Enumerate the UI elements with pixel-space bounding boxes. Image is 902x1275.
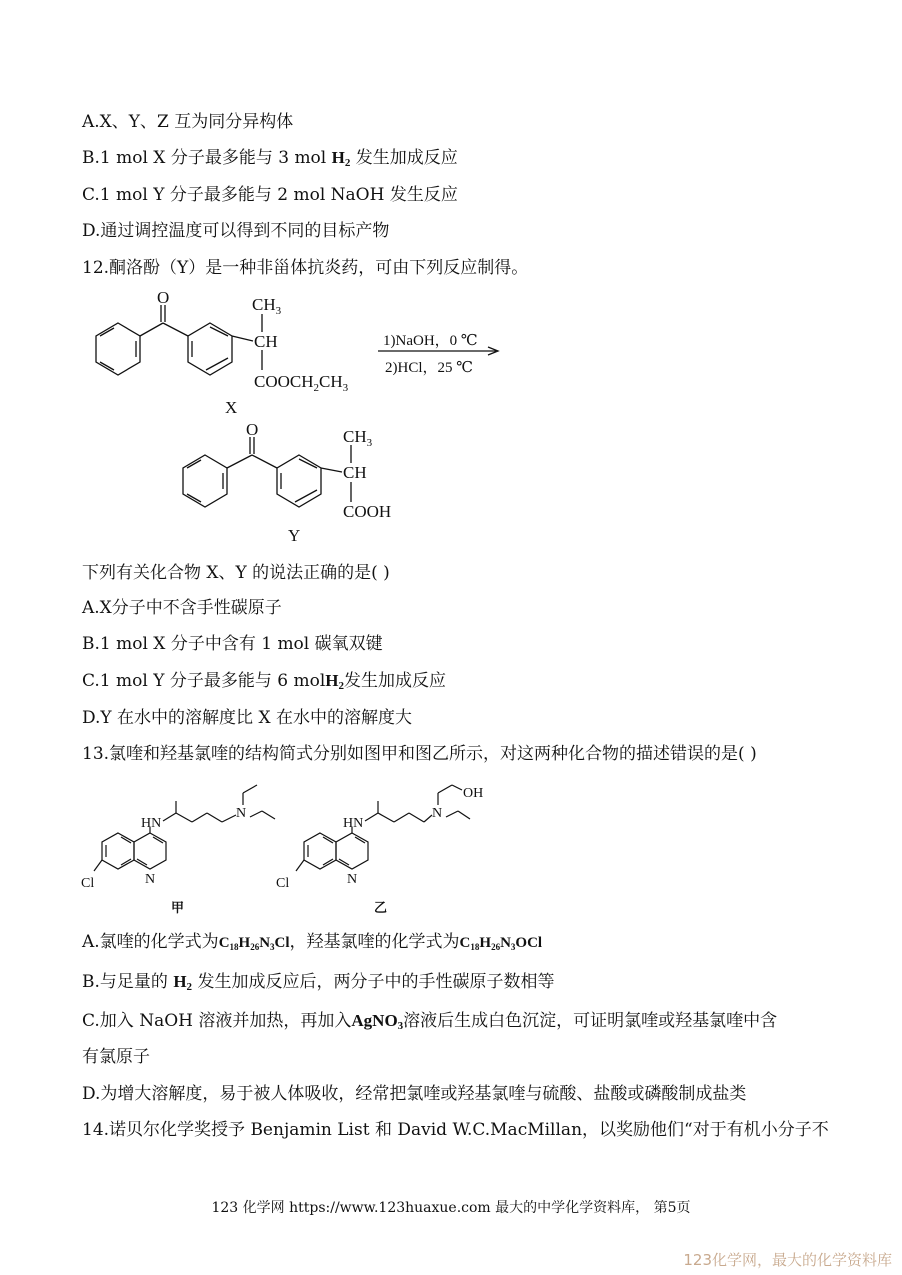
q11-option-b: B.1 mol X 分子最多能与 3 mol $H_2$ 发生加成反应 (82, 148, 458, 169)
q13-option-b: B.与足量的 $H_2$ 发生加成反应后，两分子中的手性碳原子数相等 (82, 972, 555, 993)
y-methyl-group: $CH_3$ (343, 427, 373, 449)
q13-option-a: A.氯喹的化学式为$C_{18}H_{26}N_3Cl$，羟基氯喹的化学式为$C_{18}H_{26}N_3OCl$ (82, 932, 543, 952)
hcq-cl: Cl (276, 876, 290, 891)
x-methyl-group: $CH_3$ (252, 295, 282, 317)
y-carboxyl-group: COOH (343, 502, 392, 521)
y-oxygen-atom: O (246, 420, 259, 439)
q13-structures-diagram (0, 775, 902, 920)
q13-option-c-line2: 有氯原子 (82, 1047, 150, 1067)
q12-option-b: B.1 mol X 分子中含有 1 mol 碳氧双键 (82, 634, 383, 654)
q12-stem: 12.酮洛酚（Y）是一种非甾体抗炎药，可由下列反应制得。 (82, 258, 529, 278)
x-methine-group: CH (254, 332, 278, 351)
q11-option-a: A.X、Y、Z 互为同分异构体 (82, 112, 294, 132)
hcq-n-ring: N (347, 872, 358, 887)
label-yi: 乙 (374, 900, 388, 915)
page-footer: 123 化学网 https://www.123huaxue.com 最大的中学化学资料库， 第5页 (211, 1200, 691, 1216)
watermark: 123化学网，最大的化学资料库 (683, 1251, 892, 1269)
q12-option-d: D.Y 在水中的溶解度比 X 在水中的溶解度大 (82, 708, 412, 728)
q13-stem: 13.氯喹和羟基氯喹的结构简式分别如图甲和图乙所示，对这两种化合物的描述错误的是( ) (82, 744, 757, 764)
q12-reaction-diagram (0, 285, 902, 550)
compound-y-label: Y (288, 526, 301, 545)
compound-x-label: X (225, 398, 238, 417)
chloroquine-n-amine: N (236, 806, 247, 821)
x-ester-group: $COOCH_2CH_3$ (254, 372, 349, 394)
reaction-condition-2: 2)HCl，25 ℃ (385, 360, 474, 376)
hcq-n-amine: N (432, 806, 443, 821)
q14-stem: 14.诺贝尔化学奖授予 Benjamin List 和 David W.C.MacMillan，以奖励他们“对于有机小分子不 (82, 1120, 829, 1140)
reaction-condition-1: 1)NaOH，0 ℃ (383, 333, 478, 349)
q13-option-d: D.为增大溶解度，易于被人体吸收，经常把氯喹或羟基氯喹与硫酸、盐酸或磷酸制成盐类 (82, 1084, 747, 1104)
hcq-hn: HN (343, 816, 364, 831)
chloroquine-n-ring: N (145, 872, 156, 887)
chloroquine-formula: $C_{18}H_{26}N_3Cl$ (218, 935, 290, 952)
hcq-formula: $C_{18}H_{26}N_3OCl$ (459, 935, 543, 952)
q12-question: 下列有关化合物 X、Y 的说法正确的是( ) (82, 563, 390, 583)
q11-option-d: D.通过调控温度可以得到不同的目标产物 (82, 221, 390, 241)
q12-option-c: C.1 mol Y 分子最多能与 6 molH$_2$发生加成反应 (82, 671, 446, 692)
q11-option-c: C.1 mol Y 分子最多能与 2 mol NaOH 发生反应 (82, 185, 458, 205)
q12-option-a: A.X分子中不含手性碳原子 (82, 598, 282, 618)
y-methine-group: CH (343, 463, 367, 482)
hcq-oh: OH (463, 786, 484, 801)
q13-option-c-line1: C.加入 NaOH 溶液并加热，再加入AgNO$_3$溶液后生成白色沉淀，可证明氯喹或羟基氯喹中含 (82, 1011, 778, 1032)
label-jia: 甲 (171, 900, 185, 915)
chloroquine-hn: HN (141, 816, 162, 831)
chloroquine-cl: Cl (81, 876, 95, 891)
x-oxygen-atom: O (157, 288, 170, 307)
